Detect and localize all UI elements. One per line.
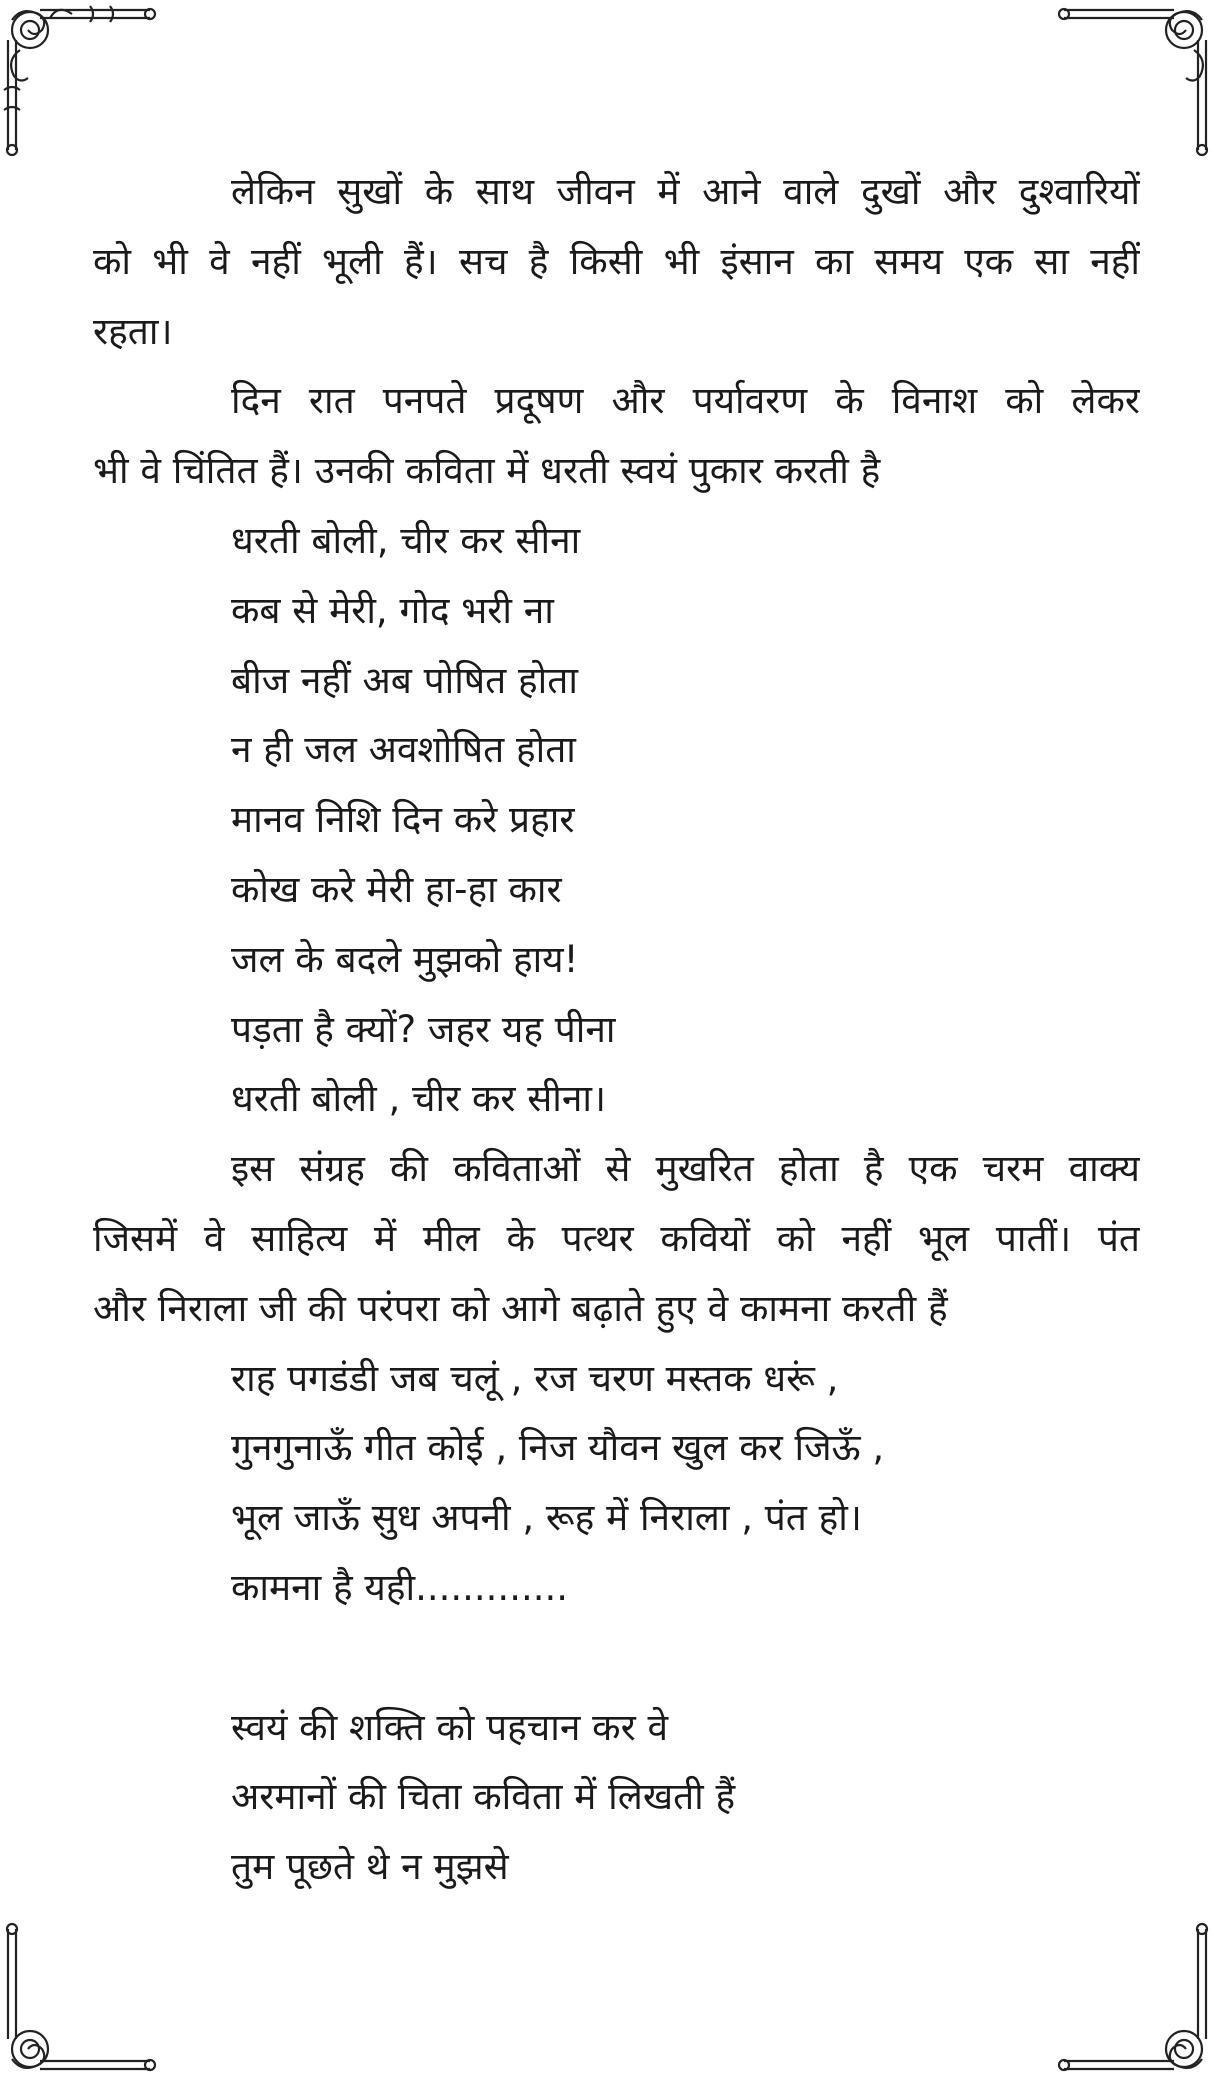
verse-line: कोख करे मेरी हा-हा कार [231,867,562,911]
verse-line: पड़ता है क्यों? जहर यह पीना [231,1007,616,1051]
verse-line: धरती बोली , चीर कर सीना। [231,1077,607,1121]
verse-line: मानव निशि दिन करे प्रहार [231,798,575,842]
text-line: इस संग्रह की कविताओं से मुखरित होता है एक चरम वाक्य [231,1147,1140,1191]
verse-line: जल के बदले मुझको हाय! [231,937,579,981]
page-body [93,157,1140,1902]
verse-line: तुम पूछते थे न मुझसे [231,1845,509,1889]
corner-ornament-bottom-left [0,1919,160,2079]
corner-ornament-top-left [0,0,160,160]
text-line: लेकिन सुखों के साथ जीवन में आने वाले दुखों और दुश्वारियों [231,170,1140,213]
verse-line: स्वयं की शक्ति को पहचान कर वे [231,1705,669,1749]
corner-ornament-top-right [1054,0,1214,160]
verse-line: राह पगडंडी जब चलूं , रज चरण मस्तक धरूं , [231,1356,839,1400]
text-line: को भी वे नहीं भूली हैं। सच है किसी भी इंसान का समय एक सा नहीं [93,239,1140,283]
verse-line: धरती बोली, चीर कर सीना [231,518,581,562]
verse-line: गुनगुनाऊँ गीत कोई , निज यौवन खुल कर जिऊँ , [231,1426,885,1470]
verse-line: भूल जाऊँ सुध अपनी , रूह में निराला , पंत हो। [231,1496,862,1540]
verse-line: बीज नहीं अब पोषित होता [231,658,578,702]
verse-line: न ही जल अवशोषित होता [231,728,576,772]
text-line: दिन रात पनपते प्रदूषण और पर्यावरण के विनाश को लेकर [231,379,1140,423]
verse-line [93,1623,1140,1693]
corner-ornament-bottom-right [1054,1919,1214,2079]
text-line: रहता। [93,309,173,353]
verse-line: अरमानों की चिता कविता में लिखती हैं [231,1775,736,1819]
text-line: और निराला जी की परंपरा को आगे बढ़ाते हुए वे कामना करती हैं [93,1286,948,1330]
verse-line: कामना है यही............. [231,1565,568,1609]
verse-line: कब से मेरी, गोद भरी ना [231,588,554,632]
text-line: जिसमें वे साहित्य में मील के पत्थर कवियों को नहीं भूल पातीं। पंत [93,1216,1140,1260]
text-line: भी वे चिंतित हैं। उनकी कविता में धरती स्वयं पुकार करती है [93,449,881,493]
